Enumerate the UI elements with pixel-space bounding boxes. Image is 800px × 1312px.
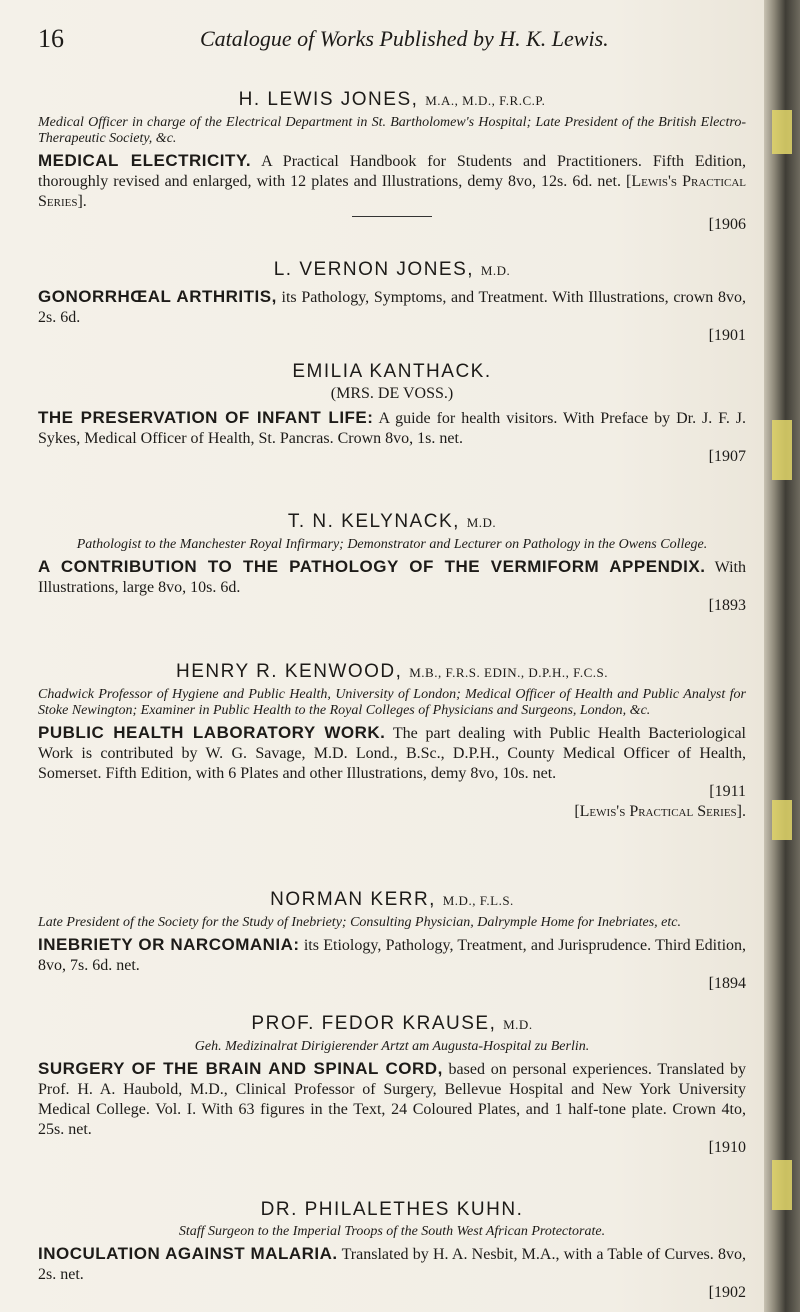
publication-year: [1893 [708, 597, 746, 614]
author-line [38, 510, 746, 535]
author-line [38, 88, 746, 113]
author-line [38, 1012, 746, 1037]
author-affiliation: Staff Surgeon to the Imperial Troops of the South West African Protectorate. [178, 1224, 606, 1239]
author-affiliation: Late President of the Society for the Study of Inebriety; Consulting Physician, Dalrymple Home for Inebriates, etc. [38, 915, 681, 930]
author-degrees: M.D. [480, 263, 511, 278]
book-title: A CONTRIBUTION TO THE PATHOLOGY OF THE VERMIFORM APPENDIX. [38, 557, 706, 576]
entry-body [38, 1244, 746, 1285]
author-name: HENRY R. KENWOOD, [175, 661, 403, 682]
author-name: L. VERNON JONES, [273, 259, 475, 280]
catalogue-entry [38, 660, 746, 822]
author-degrees: M.D. [466, 515, 497, 530]
publication-year: [1907 [708, 448, 746, 465]
entry-body [38, 287, 746, 328]
catalogue-entry [38, 88, 746, 233]
author-degrees: M.B., F.R.S. EDIN., D.P.H., F.C.S. [409, 665, 608, 680]
author-name: DR. PHILALETHES KUHN. [260, 1199, 524, 1220]
catalogue-entry [38, 360, 746, 465]
book-description: The part dealing with Public Health Bacteriological Work is contributed by W. G. Savage, M.D. Lond., B.Sc., D.P.H., County Medical Officer of Health, Somerset. Fifth Edition, with 6 Plates and other Illustrations, demy 8vo, 10s. net. [38, 725, 747, 782]
publication-year: [1894 [708, 975, 746, 992]
book-title: MEDICAL ELECTRICITY. [38, 151, 252, 170]
entry-body [38, 408, 746, 449]
author-name: EMILIA KANTHACK. [292, 361, 492, 382]
book-description: With Illustrations, large 8vo, 10s. 6d. [38, 559, 746, 596]
author-degrees: M.A., M.D., F.R.C.P. [425, 93, 546, 108]
publication-year: [1901 [708, 327, 746, 344]
catalogue-entry [38, 1012, 746, 1156]
author-degrees: M.D., F.L.S. [442, 893, 514, 908]
catalogue-entry [38, 888, 746, 992]
book-description: A guide for health visitors. With Preface by Dr. J. F. J. Sykes, Medical Officer of Health, St. Pancras. Crown 8vo, 1s. net. [38, 410, 746, 447]
publication-year: [1910 [708, 1139, 746, 1156]
entry-body [38, 935, 746, 976]
catalogue-entry [38, 1198, 746, 1301]
entry-body [38, 1059, 746, 1140]
book-description: A Practical Handbook for Students and Practitioners. Fifth Edition, thoroughly revised and enlarged, with 12 plates and Illustrations, demy 8vo, 12s. 6d. net. [38, 153, 747, 190]
book-title: INOCULATION AGAINST MALARIA. [38, 1244, 338, 1263]
author-affiliation: Chadwick Professor of Hygiene and Public Health, University of London; Medical Officer of Health and Public Analyst for Stoke Newington; Examiner in Public Health to the Royal Colleges of Physicians and Surgeons, London, &c. [38, 687, 746, 718]
publication-year: [1906 [708, 216, 746, 233]
author-line [38, 660, 746, 685]
series-name: [Lewis's Practical Series]. [574, 803, 746, 820]
book-description: based on personal experiences. Translated by Prof. H. A. Haubold, M.D., Clinical Professor of Surgery, Bellevue Hospital and New York University Medical College. Vol. I. With 63 figures in the Text, 24 Coloured Plates, and 1 half-tone plate. Crown 4to, 25s. net. [38, 1061, 747, 1138]
author-affiliation: Geh. Medizinalrat Dirigierender Artzt am Augusta-Hospital zu Berlin. [194, 1039, 590, 1054]
publication-year: [1902 [708, 1284, 746, 1301]
book-edge [764, 0, 800, 1312]
author-name: H. LEWIS JONES, [238, 89, 419, 110]
author-affiliation: Pathologist to the Manchester Royal Infirmary; Demonstrator and Lecturer on Pathology in the Owens College. [76, 537, 708, 552]
author-line [38, 888, 746, 913]
page-header [38, 24, 738, 64]
author-name: PROF. FEDOR KRAUSE, [251, 1013, 497, 1034]
author-affiliation: Medical Officer in charge of the Electrical Department in St. Bartholomew's Hospital; Late President of the British Electro-Therapeutic Society, &c. [38, 115, 746, 146]
author-name: NORMAN KERR, [270, 889, 436, 910]
entry-body [38, 151, 746, 212]
book-title: THE PRESERVATION OF INFANT LIFE: [38, 408, 374, 427]
running-title: Catalogue of Works Published by H. K. Lewis. [200, 26, 609, 51]
book-title: SURGERY OF THE BRAIN AND SPINAL CORD, [38, 1059, 443, 1078]
author-alias: (MRS. DE VOSS.) [330, 385, 454, 402]
book-description: Translated by H. A. Nesbit, M.A., with a Table of Curves. 8vo, 2s. net. [38, 1246, 746, 1283]
author-line [38, 258, 746, 283]
book-title: GONORRHŒAL ARTHRITIS, [38, 287, 277, 306]
catalogue-entry [38, 510, 746, 614]
author-name: T. N. KELYNACK, [287, 511, 460, 532]
series-name: [Lewis's Practical Series]. [38, 173, 746, 210]
page-number: 16 [38, 24, 64, 53]
catalogue-entry [38, 258, 746, 344]
book-title: PUBLIC HEALTH LABORATORY WORK. [38, 723, 386, 742]
publication-year: [1911 [709, 783, 746, 800]
book-title: INEBRIETY OR NARCOMANIA: [38, 935, 300, 954]
book-description: its Etiology, Pathology, Treatment, and Jurisprudence. Third Edition, 8vo, 7s. 6d. net. [38, 937, 747, 974]
book-description: its Pathology, Symptoms, and Treatment. With Illustrations, crown 8vo, 2s. 6d. [38, 289, 747, 326]
entry-body [38, 557, 746, 598]
author-degrees: M.D. [503, 1017, 533, 1032]
entry-body [38, 723, 746, 784]
